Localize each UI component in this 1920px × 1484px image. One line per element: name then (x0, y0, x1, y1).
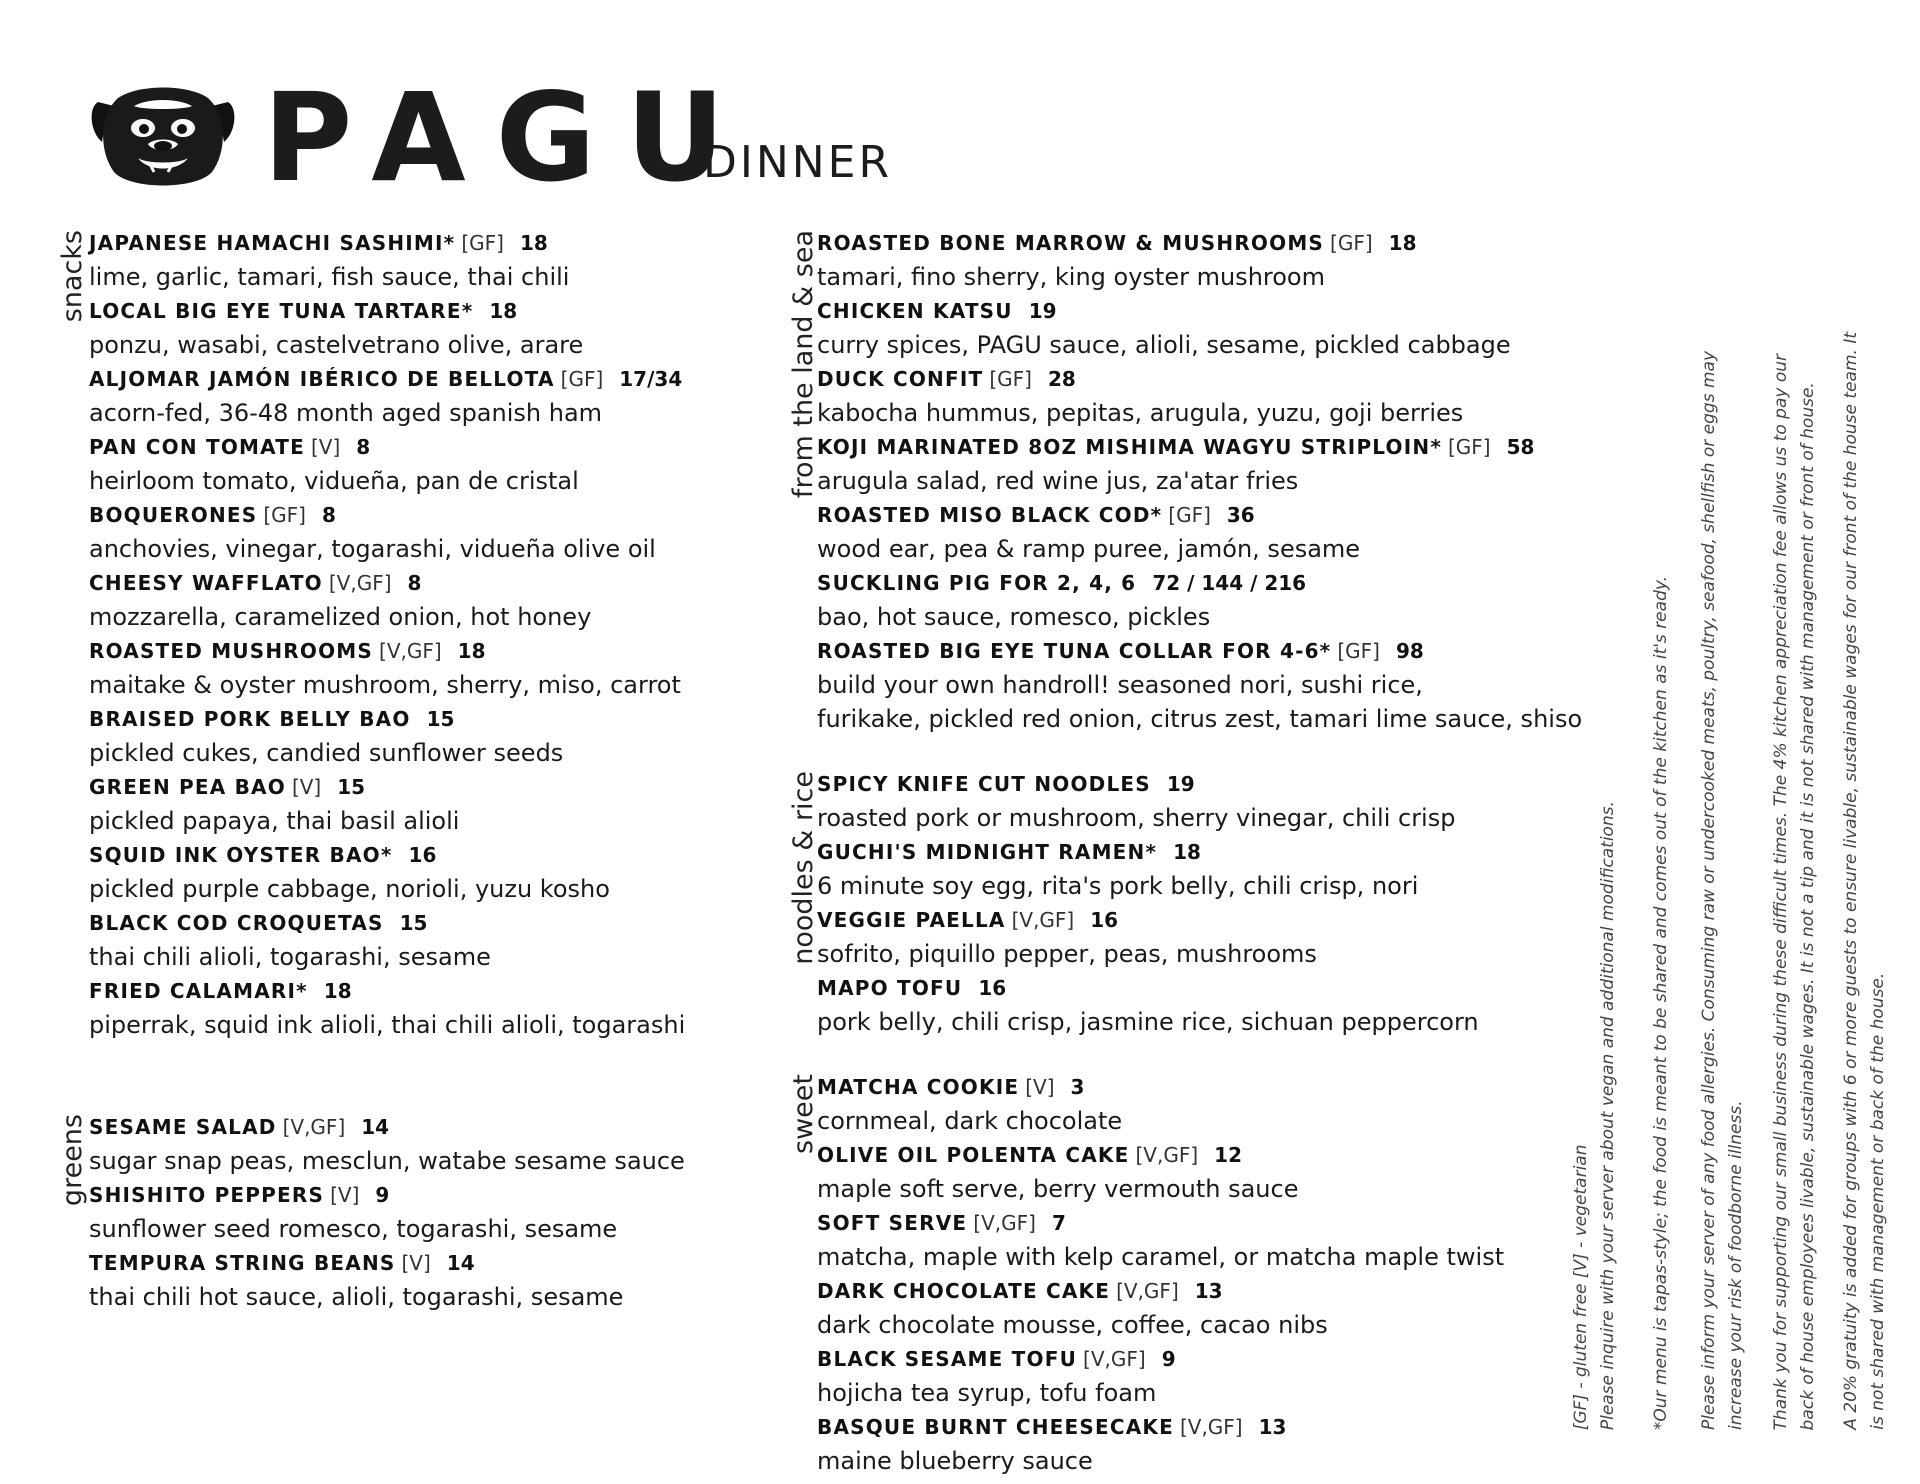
menu-item (89, 770, 685, 838)
pug-face-icon (88, 80, 238, 192)
dietary-tag: [GF] (1330, 231, 1373, 255)
dish-name: BASQUE BURNT CHEESECAKE (817, 1415, 1174, 1439)
menu-item (817, 430, 1582, 498)
footnote (1838, 332, 1892, 1430)
menu-item (817, 767, 1479, 835)
dish-price: 8 (407, 571, 422, 595)
dish-name: JAPANESE HAMACHI SASHIMI* (89, 231, 456, 255)
dish-price: 15 (337, 775, 366, 799)
dietary-tag: [V,GF] (282, 1115, 346, 1139)
dish-name: ROASTED BIG EYE TUNA COLLAR FOR 4-6* (817, 639, 1332, 663)
dish-name: CHEESY WAFFLATO (89, 571, 323, 595)
section-label-noodles-rice: noodles & rice (788, 771, 819, 965)
menu-item (817, 835, 1479, 903)
dish-price: 19 (1166, 772, 1195, 796)
menu-item (817, 498, 1582, 566)
dish-price: 7 (1051, 1211, 1066, 1235)
menu-item (817, 294, 1582, 362)
dish-name: ROASTED BONE MARROW & MUSHROOMS (817, 231, 1325, 255)
dish-description: thai chili hot sauce, alioli, togarashi, sesame (89, 1283, 624, 1311)
menu-item-heading (817, 566, 1582, 600)
dietary-tag: [GF] (1337, 639, 1380, 663)
menu-item-heading (817, 903, 1479, 937)
menu-item (817, 634, 1582, 736)
dish-name: TEMPURA STRING BEANS (89, 1251, 396, 1275)
footnote-line: *Our menu is tapas-style; the food is meant to be shared and comes out of the kitchen as it's ready. (1651, 575, 1671, 1430)
menu-item-heading (89, 566, 685, 600)
menu-item-heading (817, 1274, 1504, 1308)
menu-item (89, 974, 685, 1042)
dish-name: BRAISED PORK BELLY BAO (89, 707, 411, 731)
dish-price: 3 (1070, 1075, 1085, 1099)
menu-item (817, 1070, 1504, 1138)
menu-item (89, 294, 685, 362)
footnote (1648, 576, 1675, 1430)
dish-description: dark chocolate mousse, coffee, cacao nibs (817, 1311, 1328, 1339)
dish-description: anchovies, vinegar, togarashi, vidueña olive oil (89, 535, 656, 563)
dish-price: 9 (1161, 1347, 1176, 1371)
dish-name: ROASTED MUSHROOMS (89, 639, 374, 663)
dish-description: pork belly, chili crisp, jasmine rice, sichuan peppercorn (817, 1008, 1479, 1036)
dish-name: GREEN PEA BAO (89, 775, 286, 799)
dish-price: 18 (323, 979, 352, 1003)
dish-description: 6 minute soy egg, rita's pork belly, chili crisp, nori (817, 872, 1419, 900)
dish-price: 19 (1028, 299, 1057, 323)
footnote-line: Thank you for supporting our small business during these difficult times. The 4% kitchen appreciation fee allows us to pay our (1771, 353, 1791, 1430)
dish-description: curry spices, PAGU sauce, alioli, sesame, pickled cabbage (817, 331, 1511, 359)
dish-price: 18 (1388, 231, 1417, 255)
dish-price: 9 (375, 1183, 390, 1207)
menu-item-heading (89, 1246, 685, 1280)
dietary-tag: [V,GF] (973, 1211, 1036, 1235)
menu-item (89, 566, 685, 634)
dietary-tag: [GF] (1447, 435, 1491, 459)
dish-name: SHISHITO PEPPERS (89, 1183, 325, 1207)
dish-description: piperrak, squid ink alioli, thai chili alioli, togarashi (89, 1011, 686, 1039)
dish-price: 58 (1506, 435, 1535, 459)
dish-price: 13 (1258, 1415, 1287, 1439)
dish-description: hojicha tea syrup, tofu foam (817, 1379, 1157, 1407)
dish-price: 18 (1173, 840, 1201, 864)
menu-item (89, 702, 685, 770)
dish-price: 15 (399, 911, 428, 935)
dish-name: VEGGIE PAELLA (817, 908, 1006, 932)
dish-description: sugar snap peas, mesclun, watabe sesame sauce (89, 1147, 685, 1175)
menu-item (817, 903, 1479, 971)
dish-description: pickled papaya, thai basil alioli (89, 807, 460, 835)
footnote-line: back of house employees livable, sustainable wages. It is not a tip and it is not shared with management or front of house. (1798, 381, 1818, 1430)
dietary-tag: [V,GF] (328, 571, 392, 595)
dietary-tag: [V] (1025, 1075, 1055, 1099)
menu-item-heading (817, 430, 1582, 464)
dietary-tag: [GF] (989, 367, 1032, 391)
dish-name: SESAME SALAD (89, 1115, 277, 1139)
dish-price: 16 (408, 843, 437, 867)
dietary-tag: [V] (310, 435, 341, 459)
dish-description: cornmeal, dark chocolate (817, 1107, 1123, 1135)
dish-name: FRIED CALAMARI* (89, 979, 308, 1003)
dish-price: 15 (426, 707, 455, 731)
section-label-snacks: snacks (57, 230, 88, 323)
dish-name: LOCAL BIG EYE TUNA TARTARE* (89, 299, 474, 323)
menu-item-heading (89, 702, 685, 736)
snacks-items (89, 226, 685, 1042)
dish-description: heirloom tomato, vidueña, pan de cristal (89, 467, 579, 495)
dish-name: KOJI MARINATED 8OZ MISHIMA WAGYU STRIPLOIN* (817, 435, 1442, 459)
brand-name: PAGU (263, 67, 755, 209)
menu-item (817, 566, 1582, 634)
menu-item (89, 634, 685, 702)
dish-price: 13 (1194, 1279, 1223, 1303)
menu-item (89, 362, 685, 430)
dish-description: sofrito, piquillo pepper, peas, mushrooms (817, 940, 1317, 968)
menu-item-heading (89, 770, 685, 804)
menu-item (89, 838, 685, 906)
dish-price: 36 (1226, 503, 1255, 527)
menu-item-heading (817, 1070, 1504, 1104)
footnote (1696, 351, 1750, 1430)
menu-item-heading (817, 362, 1582, 396)
dish-description: wood ear, pea & ramp puree, jamón, sesame (817, 535, 1361, 563)
dish-name: SQUID INK OYSTER BAO* (89, 843, 393, 867)
menu-item (817, 1274, 1504, 1342)
dish-name: GUCHI'S MIDNIGHT RAMEN* (817, 840, 1158, 864)
greens-items (89, 1110, 685, 1314)
dish-price: 8 (356, 435, 371, 459)
footnote-line: A 20% gratuity is added for groups with 6 or more guests to ensure livable, sustainable wages for our front of the house team. It (1841, 332, 1861, 1430)
dietary-tag: [GF] (263, 503, 306, 527)
dish-price: 14 (446, 1251, 475, 1275)
menu-header (88, 67, 948, 209)
dish-description: thai chili alioli, togarashi, sesame (89, 943, 491, 971)
menu-item-heading (817, 1138, 1504, 1172)
dish-price: 18 (519, 231, 548, 255)
footnote (1768, 354, 1822, 1430)
dish-price: 18 (457, 639, 486, 663)
menu-item-heading (817, 294, 1582, 328)
dish-name: CHICKEN KATSU (817, 299, 1013, 323)
dish-description: pickled cukes, candied sunflower seeds (89, 739, 564, 767)
menu-item-heading (89, 906, 685, 940)
dietary-tag: [V,GF] (379, 639, 442, 663)
menu-item-heading (89, 1110, 685, 1144)
dish-name: OLIVE OIL POLENTA CAKE (817, 1143, 1130, 1167)
section-label-greens: greens (57, 1114, 88, 1207)
menu-item-heading (817, 498, 1582, 532)
menu-item-heading (89, 226, 685, 260)
dish-description: ponzu, wasabi, castelvetrano olive, arare (89, 331, 584, 359)
land-sea-items (817, 226, 1582, 736)
dish-price: 8 (321, 503, 336, 527)
menu-item (817, 971, 1479, 1039)
menu-item-heading (89, 362, 685, 396)
dish-name: SOFT SERVE (817, 1211, 968, 1235)
menu-type: DINNER (703, 137, 893, 188)
dish-description: mozzarella, caramelized onion, hot honey (89, 603, 592, 631)
dish-name: BLACK SESAME TOFU (817, 1347, 1078, 1371)
dish-price: 18 (489, 299, 518, 323)
menu-item (817, 1206, 1504, 1274)
dish-name: DUCK CONFIT (817, 367, 984, 391)
dish-price: 17/34 (619, 367, 683, 391)
dish-description: pickled purple cabbage, norioli, yuzu kosho (89, 875, 610, 903)
dietary-tag: [V,GF] (1179, 1415, 1243, 1439)
dietary-tag: [GF] (1168, 503, 1211, 527)
dish-price: 98 (1395, 639, 1424, 663)
dish-price: 28 (1047, 367, 1076, 391)
menu-item-heading (817, 1206, 1504, 1240)
dish-price: 12 (1214, 1143, 1242, 1167)
sweet-items (817, 1070, 1504, 1478)
dietary-tag: [V] (291, 775, 322, 799)
dish-price: 16 (1090, 908, 1119, 932)
dietary-tag: [V,GF] (1116, 1279, 1179, 1303)
menu-item-heading (817, 835, 1479, 869)
dish-description: bao, hot sauce, romesco, pickles (817, 603, 1211, 631)
dish-description: arugula salad, red wine jus, za'atar fries (817, 467, 1299, 495)
dietary-tag: [V,GF] (1135, 1143, 1199, 1167)
dish-description: sunflower seed romesco, togarashi, sesame (89, 1215, 618, 1243)
dietary-tag: [V] (330, 1183, 360, 1207)
footnote-line: [GF] - gluten free [V] - vegetarian (1571, 1144, 1591, 1430)
menu-item-heading (89, 838, 685, 872)
dish-description: maple soft serve, berry vermouth sauce (817, 1175, 1299, 1203)
dish-description: matcha, maple with kelp caramel, or matcha maple twist (817, 1243, 1505, 1271)
dish-name: ROASTED MISO BLACK COD* (817, 503, 1163, 527)
menu-item (89, 1178, 685, 1246)
dish-price: 72 / 144 / 216 (1152, 571, 1307, 595)
footnote-line: Please inform your server of any food allergies. Consuming raw or undercooked meats, poultry, seafood, shellfish or eggs may (1699, 351, 1719, 1430)
menu-item-heading (89, 634, 685, 668)
footnote-line: is not shared with management or back of the house. (1868, 972, 1888, 1430)
menu-item (89, 430, 685, 498)
noodles-items (817, 767, 1479, 1039)
menu-item (817, 1342, 1504, 1410)
dish-description: lime, garlic, tamari, fish sauce, thai chili (89, 263, 570, 291)
menu-item-heading (817, 1410, 1504, 1444)
dietary-tag: [V,GF] (1083, 1347, 1146, 1371)
menu-item (89, 226, 685, 294)
dish-description: kabocha hummus, pepitas, arugula, yuzu, goji berries (817, 399, 1464, 427)
footnote (1568, 801, 1622, 1430)
menu-item (817, 1410, 1504, 1478)
menu-item-heading (89, 498, 685, 532)
dish-name: ALJOMAR JAMÓN IBÉRICO DE BELLOTA (89, 367, 555, 391)
menu-item-heading (817, 767, 1479, 801)
dietary-tag: [GF] (461, 231, 504, 255)
dietary-tag: [V] (401, 1251, 431, 1275)
menu-item-heading (89, 1178, 685, 1212)
dish-description: maine blueberry sauce (817, 1447, 1093, 1475)
dish-description: roasted pork or mushroom, sherry vinegar, chili crisp (817, 804, 1456, 832)
menu-item-heading (817, 971, 1479, 1005)
menu-item-heading (817, 226, 1582, 260)
dish-description: furikake, pickled red onion, citrus zest, tamari lime sauce, shiso (817, 705, 1583, 733)
menu-item (89, 1246, 685, 1314)
section-label-land-sea: from the land & sea (788, 230, 819, 499)
dish-description: maitake & oyster mushroom, sherry, miso, carrot (89, 671, 681, 699)
menu-item-heading (89, 974, 685, 1008)
dish-description: build your own handroll! seasoned nori, sushi rice, (817, 671, 1423, 699)
dish-price: 16 (978, 976, 1007, 1000)
footnote-line: increase your risk of foodborne illness. (1726, 1100, 1746, 1430)
dish-name: BLACK COD CROQUETAS (89, 911, 384, 935)
footnote-line: Please inquire with your server about vegan and additional modifications. (1598, 800, 1618, 1430)
dish-name: PAN CON TOMATE (89, 435, 305, 459)
dish-name: MAPO TOFU (817, 976, 963, 1000)
dish-price: 14 (361, 1115, 390, 1139)
menu-item (817, 226, 1582, 294)
dish-name: BOQUERONES (89, 503, 258, 527)
dish-description: acorn-fed, 36-48 month aged spanish ham (89, 399, 603, 427)
menu-item (89, 1110, 685, 1178)
menu-notes (1568, 190, 1908, 1430)
menu-item (89, 498, 685, 566)
menu-item-heading (817, 634, 1582, 668)
menu-item (89, 906, 685, 974)
dish-description: tamari, fino sherry, king oyster mushroom (817, 263, 1325, 291)
menu-item (817, 362, 1582, 430)
section-label-sweet: sweet (788, 1074, 819, 1154)
menu-item-heading (89, 430, 685, 464)
dietary-tag: [GF] (560, 367, 604, 391)
menu-item-heading (89, 294, 685, 328)
dietary-tag: [V,GF] (1011, 908, 1075, 932)
dish-name: MATCHA COOKIE (817, 1075, 1020, 1099)
menu-item (817, 1138, 1504, 1206)
dish-name: SPICY KNIFE CUT NOODLES (817, 772, 1151, 796)
menu-item-heading (817, 1342, 1504, 1376)
dish-name: DARK CHOCOLATE CAKE (817, 1279, 1111, 1303)
dish-name: SUCKLING PIG FOR 2, 4, 6 (817, 571, 1137, 595)
